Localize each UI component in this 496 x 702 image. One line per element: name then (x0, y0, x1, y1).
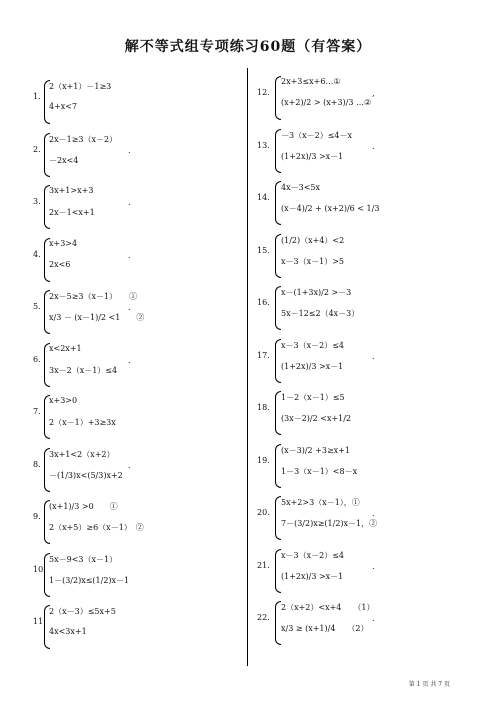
page-title: 解不等式组专项练习60题（有答案） (124, 39, 372, 55)
trailing-punctuation: . (372, 509, 375, 518)
trailing-punctuation: . (128, 355, 131, 365)
trailing-punctuation: . (128, 250, 131, 260)
problem-number: 1. (33, 92, 41, 101)
inequality-2: (x－4)/2 + (x+2)/6 < 1/3 (281, 204, 380, 213)
problem-number: 21. (257, 560, 270, 570)
inequality-2: 2（x－1）+3≥3x (49, 418, 116, 427)
inequality-2: 2x<6 (49, 259, 71, 269)
inequality-2: (1+2x)/3 >x－1 (281, 571, 344, 581)
problem-number: 19. (257, 455, 270, 465)
trailing-punctuation: . (128, 303, 131, 312)
problem-number: 5. (33, 302, 41, 311)
inequality-1: (x－3)/2 +3≥x+1 (281, 445, 350, 455)
inequality-1: x+3>4 (49, 238, 78, 248)
trailing-punctuation: . (128, 145, 131, 155)
problem-15 (0, 234, 496, 278)
inequality-2: 5x－12≤2（4x－3） (281, 309, 360, 318)
inequality-1: 2x－5≥3（x－1） ① (49, 292, 138, 301)
trailing-punctuation: . (372, 351, 375, 361)
inequality-1: 1－2（x－1）≤5 (281, 393, 345, 402)
inequality-1: x－3（x－2）≤4 (281, 550, 344, 560)
trailing-punctuation: . (372, 614, 375, 623)
page-footer: 第 1 页 共 7 页 (408, 681, 450, 688)
problem-17 (0, 339, 496, 383)
inequality-1: 4x－3<5x (281, 183, 320, 192)
inequality-2: 3x－2（x－1）≤4 (49, 365, 118, 375)
problem-number: 15. (257, 245, 270, 255)
inequality-1: 3x+1<2（x+2） (49, 449, 115, 459)
inequality-2: 1－3（x－1）<8－x (281, 466, 358, 476)
problem-number: 16. (257, 298, 270, 307)
inequality-2: 1－(3/2)x≤(1/2)x－1 (49, 575, 130, 585)
inequality-1: (x+1)/3 >0 ① (49, 502, 118, 511)
inequality-2: x/3 ≥ (x+1)/4 （2） (281, 624, 369, 633)
inequality-1: 2x－1≥3（x－2） (49, 134, 118, 144)
inequality-2: x/3 － (x－1)/2 <1 ② (49, 313, 145, 322)
inequality-2: －2x<4 (49, 155, 79, 165)
problem-number: 12. (257, 88, 270, 97)
inequality-1: 2（x－3）≤5x+5 (49, 607, 116, 616)
inequality-1: x<2x+1 (49, 343, 82, 353)
problem-13 (0, 129, 496, 173)
inequality-2: x－3（x－1）>5 (281, 256, 344, 266)
problem-number: 11. (33, 617, 46, 626)
problem-number: 20. (257, 508, 270, 517)
inequality-2: 2（x+5）≥6（x－1） ② (49, 523, 144, 532)
inequality-2: 7－(3/2)x≥(1/2)x－1，② (281, 519, 378, 528)
problem-number: 22. (257, 613, 270, 622)
problem-20 (0, 496, 496, 540)
problem-number: 13. (257, 140, 270, 150)
problem-number: 2. (33, 144, 41, 154)
problem-number: 3. (33, 197, 41, 206)
trailing-punctuation: . (128, 198, 131, 207)
problem-14 (0, 181, 496, 225)
trailing-punctuation: , (372, 89, 375, 98)
inequality-1: 5x+2>3（x－1），① (281, 498, 360, 507)
problem-22 (0, 601, 496, 645)
problem-16 (0, 286, 496, 330)
inequality-1: 5x－9<3（x－1） (49, 554, 118, 564)
trailing-punctuation: . (128, 460, 131, 470)
problem-number: 10. (33, 564, 46, 574)
inequality-1: 2x+3≤x+6…① (281, 77, 341, 86)
problem-number: 17. (257, 350, 270, 360)
problem-number: 8. (33, 459, 41, 469)
inequality-2: 4+x<7 (49, 102, 78, 111)
problem-number: 7. (33, 407, 41, 416)
problem-number: 14. (257, 193, 270, 202)
inequality-2: 2x－1<x+1 (49, 208, 95, 217)
inequality-2: 4x<3x+1 (49, 627, 87, 636)
inequality-1: 2（x+2）<x+4 （1） (281, 603, 375, 612)
inequality-1: (1/2)（x+4）<2 (281, 235, 345, 245)
problem-19 (0, 444, 496, 488)
problem-number: 4. (33, 249, 41, 259)
inequality-2: (x+2)/2 > (x+3)/3 …② (281, 98, 372, 107)
problem-18 (0, 391, 496, 435)
inequality-1: －3（x－2）≤4－x (281, 130, 352, 140)
inequality-1: x－3（x－2）≤4 (281, 340, 344, 350)
trailing-punctuation: . (372, 561, 375, 571)
problem-12 (0, 76, 496, 120)
inequality-2: (1+2x)/3 >x－1 (281, 361, 344, 371)
problem-number: 9. (33, 512, 41, 521)
inequality-2: －(1/3)x<(5/3)x+2 (49, 470, 123, 480)
inequality-1: x－(1+3x)/2 >－3 (281, 288, 352, 297)
problem-21 (0, 549, 496, 593)
trailing-punctuation: . (372, 141, 375, 151)
inequality-1: 3x+1>x+3 (49, 186, 94, 195)
inequality-1: 2（x+1）－1≥3 (49, 82, 112, 91)
inequality-1: x+3>0 (49, 396, 78, 405)
inequality-2: (3x－2)/2 <x+1/2 (281, 414, 352, 423)
problem-number: 6. (33, 354, 41, 364)
problem-number: 18. (257, 403, 270, 412)
inequality-2: (1+2x)/3 >x－1 (281, 151, 344, 161)
